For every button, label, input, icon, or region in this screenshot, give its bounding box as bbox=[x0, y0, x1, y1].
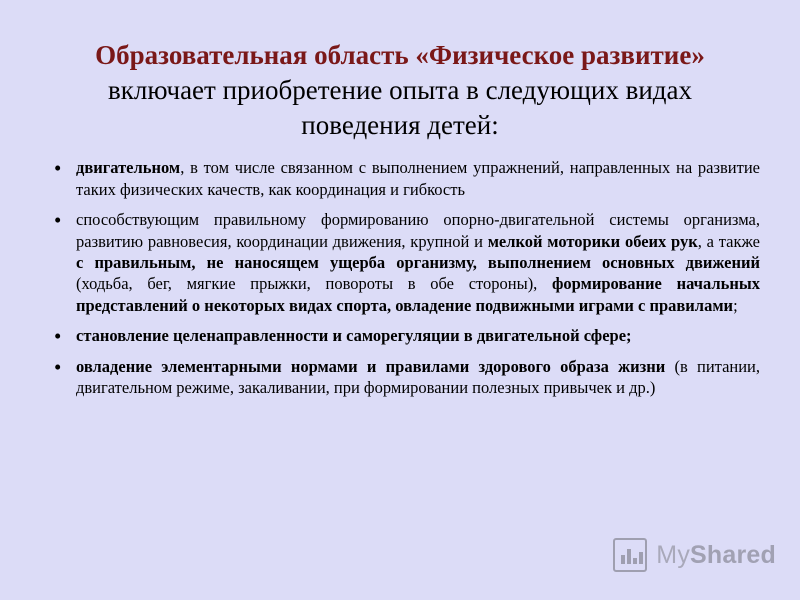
emphasis-text: формирование начальных представлений о некоторых видах спорта, овладение подвижными играми с правилами bbox=[76, 274, 760, 315]
emphasis-text: двигательном bbox=[76, 158, 181, 178]
watermark-text-bold: Shared bbox=[690, 540, 776, 569]
emphasis-text: с правильным, не наносящем ущерба организму, выполнением основных движений bbox=[76, 253, 760, 273]
slide-title-rest: включает приобретение опыта в следующих видах поведения детей: bbox=[108, 75, 692, 141]
watermark bbox=[613, 538, 776, 572]
watermark-text-light: My bbox=[656, 540, 691, 569]
plain-text: (в питании, двигательном режиме, закаливании, при формировании полезных привычек и др.) bbox=[76, 356, 761, 398]
list-item bbox=[46, 356, 760, 399]
list-item bbox=[46, 209, 760, 316]
plain-text: ; bbox=[733, 295, 738, 315]
slide-title-highlight: Образовательная область «Физическое развитие» bbox=[95, 40, 705, 70]
watermark-label bbox=[656, 541, 776, 570]
list-item bbox=[46, 325, 760, 346]
bar-chart-icon bbox=[613, 538, 647, 572]
plain-text: (ходьба, бег, мягкие прыжки, повороты в обе стороны), bbox=[76, 274, 553, 294]
slide-body bbox=[0, 143, 800, 398]
plain-text: , а также bbox=[697, 231, 760, 251]
emphasis-text: мелкой моторики обеих рук bbox=[487, 231, 698, 251]
bullet-list bbox=[46, 157, 760, 398]
emphasis-text: становление целенаправленности и саморегуляции в двигательной сфере; bbox=[76, 326, 632, 346]
list-item bbox=[46, 157, 760, 200]
emphasis-text: овладение элементарными нормами и правилами здорового образа жизни bbox=[76, 356, 666, 376]
plain-text: , в том числе связанном с выполнением упражнений, направленных на развитие таких физических качеств, как координация и гибкость bbox=[76, 158, 760, 199]
plain-text: способствующим правильному формированию опорно-двигательной системы организма, развитию равновесия, координации движения, крупной и bbox=[76, 210, 760, 251]
slide-title bbox=[0, 0, 800, 143]
